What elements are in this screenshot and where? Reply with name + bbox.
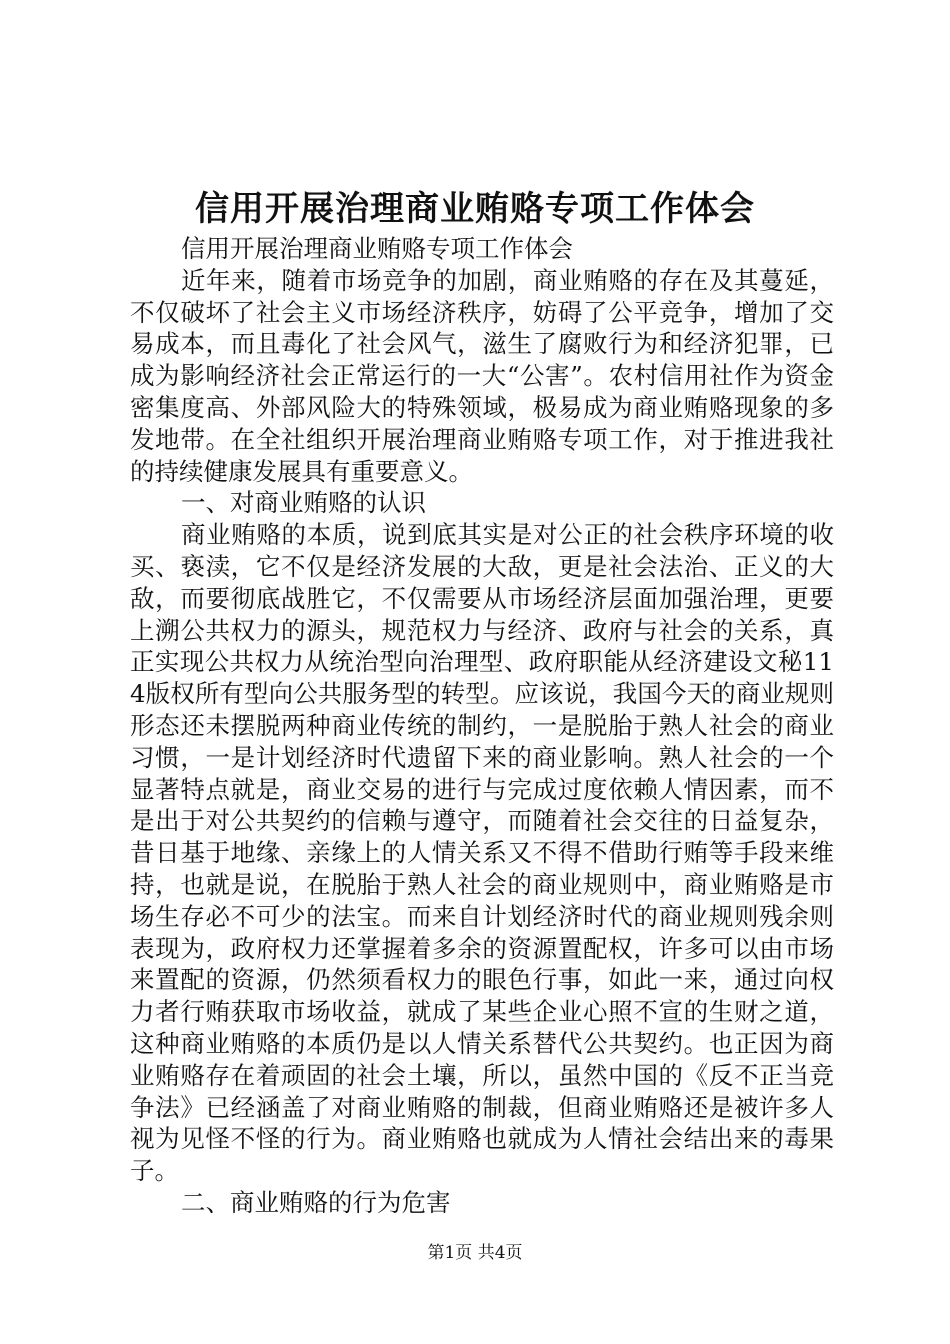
subtitle-paragraph: 信用开展治理商业贿赂专项工作体会	[181, 234, 573, 263]
document-title: 信用开展治理商业贿赂专项工作体会	[195, 189, 755, 229]
section-heading-2: 二、商业贿赂的行为危害	[181, 1187, 451, 1217]
document-body	[130, 233, 834, 1219]
section-1-paragraph: 商业贿赂的本质，说到底其实是对公正的社会秩序环境的收买、亵渎，它不仅是经济发展的大敌，更是社会法治、正义的大敌，而要彻底战胜它，不仅需要从市场经济层面加强治理，更要上溯公共权力的源头，规范权力与经济、政府与社会的关系，真正实现公共权力从统治型向治理型、政府职能从经济建设文秘114版权所有型向公共服务型的转型。应该说，我国今天的商业规则形态还未摆脱两种商业传统的制约，一是脱胎于熟人社会的商业习惯，一是计划经济时代遗留下来的商业影响。熟人社会的一个显著特点就是，商业交易的进行与完成过度依赖人情因素，而不是出于对公共契约的信赖与遵守，而随着社会交往的日益复杂，昔日基于地缘、亲缘上的人情关系又不得不借助行贿等手段来维持，也就是说，在脱胎于熟人社会的商业规则中，商业贿赂是市场生存必不可少的法宝。而来自计划经济时代的商业规则残余则表现为，政府权力还掌握着多余的资源置配权，许多可以由市场来置配的资源，仍然须看权力的眼色行事，如此一来，通过向权力者行贿获取市场收益，就成了某些企业心照不宣的生财之道，这种商业贿赂的本质仍是以人情关系替代公共契约。也正因为商业贿赂存在着顽固的社会土壤，所以，虽然中国的《反不正当竞争法》已经涵盖了对商业贿赂的制裁，但商业贿赂还是被许多人视为见怪不怪的行为。商业贿赂也就成为人情社会结出来的毒果子。	[130, 520, 834, 1186]
intro-paragraph: 近年来，随着市场竞争的加剧，商业贿赂的存在及其蔓延，不仅破坏了社会主义市场经济秩序，妨碍了公平竞争，增加了交易成本，而且毒化了社会风气，滋生了腐败行为和经济犯罪，已成为影响经济社会正常运行的一大“公害”。农村信用社作为资金密集度高、外部风险大的特殊领域，极易成为商业贿赂现象的多发地带。在全社组织开展治理商业贿赂专项工作，对于推进我社的持续健康发展具有重要意义。	[130, 265, 834, 486]
page-footer: 第1页 共4页	[427, 1243, 523, 1263]
section-heading-1: 一、对商业贿赂的认识	[181, 488, 426, 518]
